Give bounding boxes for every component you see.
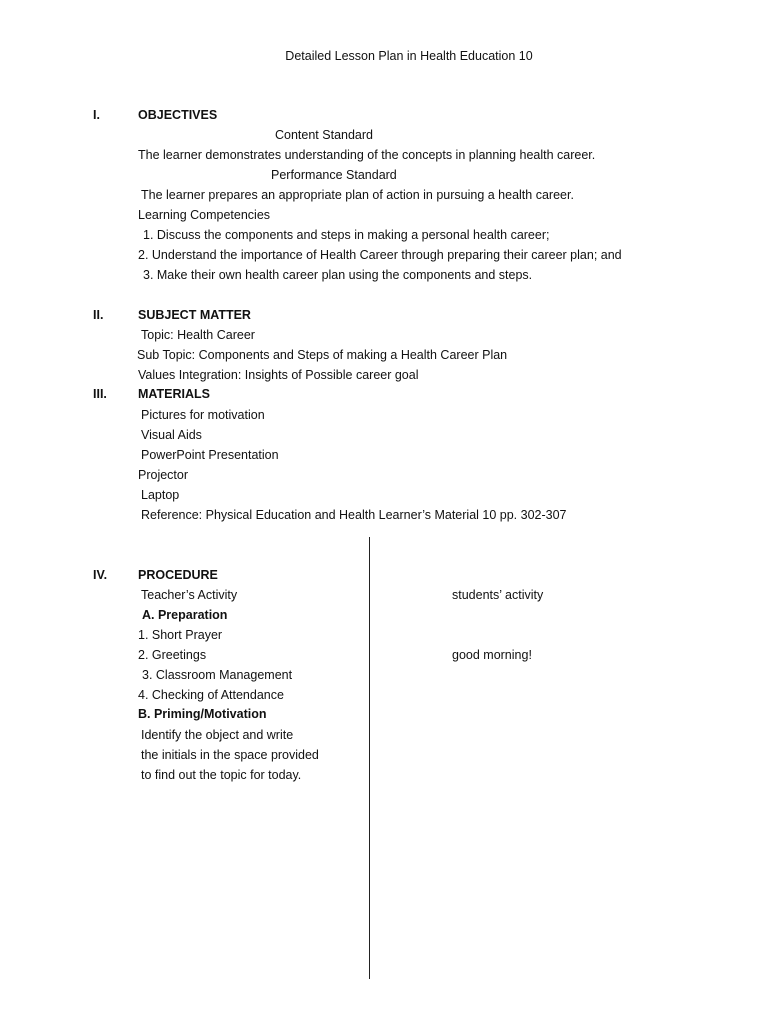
student-column-header: students’ activity <box>452 588 544 602</box>
content-standard-label: Content Standard <box>275 128 373 142</box>
section-heading: PROCEDURE <box>138 568 218 582</box>
material-item: PowerPoint Presentation <box>141 448 279 462</box>
performance-standard-text: The learner prepares an appropriate plan of action in pursuing a health career. <box>141 188 574 202</box>
values-integration: Values Integration: Insights of Possible career goal <box>138 368 419 382</box>
motivation-text: to find out the topic for today. <box>141 768 302 782</box>
performance-standard-label: Performance Standard <box>271 168 397 182</box>
motivation-text: Identify the object and write <box>141 728 294 742</box>
material-item: Pictures for motivation <box>141 408 265 422</box>
document-title: Detailed Lesson Plan in Health Education 10 <box>285 49 533 63</box>
competency-item: 2. Understand the importance of Health Career through preparing their career plan; and <box>138 248 622 262</box>
competency-item: 1. Discuss the components and steps in making a personal health career; <box>143 228 550 242</box>
section-number: III. <box>93 387 107 401</box>
competencies-label: Learning Competencies <box>138 208 271 222</box>
content-standard-text: The learner demonstrates understanding of the concepts in planning health career. <box>138 148 596 162</box>
sub-topic: Sub Topic: Components and Steps of making a Health Career Plan <box>137 348 508 362</box>
material-item: Projector <box>138 468 189 482</box>
section-heading: OBJECTIVES <box>138 108 218 122</box>
section-number: II. <box>93 308 104 322</box>
column-divider <box>369 537 370 979</box>
section-heading: SUBJECT MATTER <box>138 308 251 322</box>
section-number: IV. <box>93 568 108 582</box>
topic: Topic: Health Career <box>141 328 255 342</box>
teacher-column-header: Teacher’s Activity <box>141 588 238 602</box>
preparation-step: 2. Greetings <box>138 648 207 662</box>
material-item: Reference: Physical Education and Health Learner’s Material 10 pp. 302-307 <box>141 508 567 522</box>
material-item: Visual Aids <box>141 428 202 442</box>
preparation-step: 1. Short Prayer <box>138 628 223 642</box>
section-heading: MATERIALS <box>138 387 210 401</box>
motivation-text: the initials in the space provided <box>141 748 319 762</box>
section-number: I. <box>93 108 100 122</box>
motivation-heading: B. Priming/Motivation <box>138 707 267 721</box>
preparation-heading: A. Preparation <box>142 608 228 622</box>
preparation-step: 3. Classroom Management <box>142 668 293 682</box>
competency-item: 3. Make their own health career plan using the components and steps. <box>143 268 533 282</box>
material-item: Laptop <box>141 488 180 502</box>
preparation-step: 4. Checking of Attendance <box>138 688 284 702</box>
greeting-response: good morning! <box>452 648 532 662</box>
